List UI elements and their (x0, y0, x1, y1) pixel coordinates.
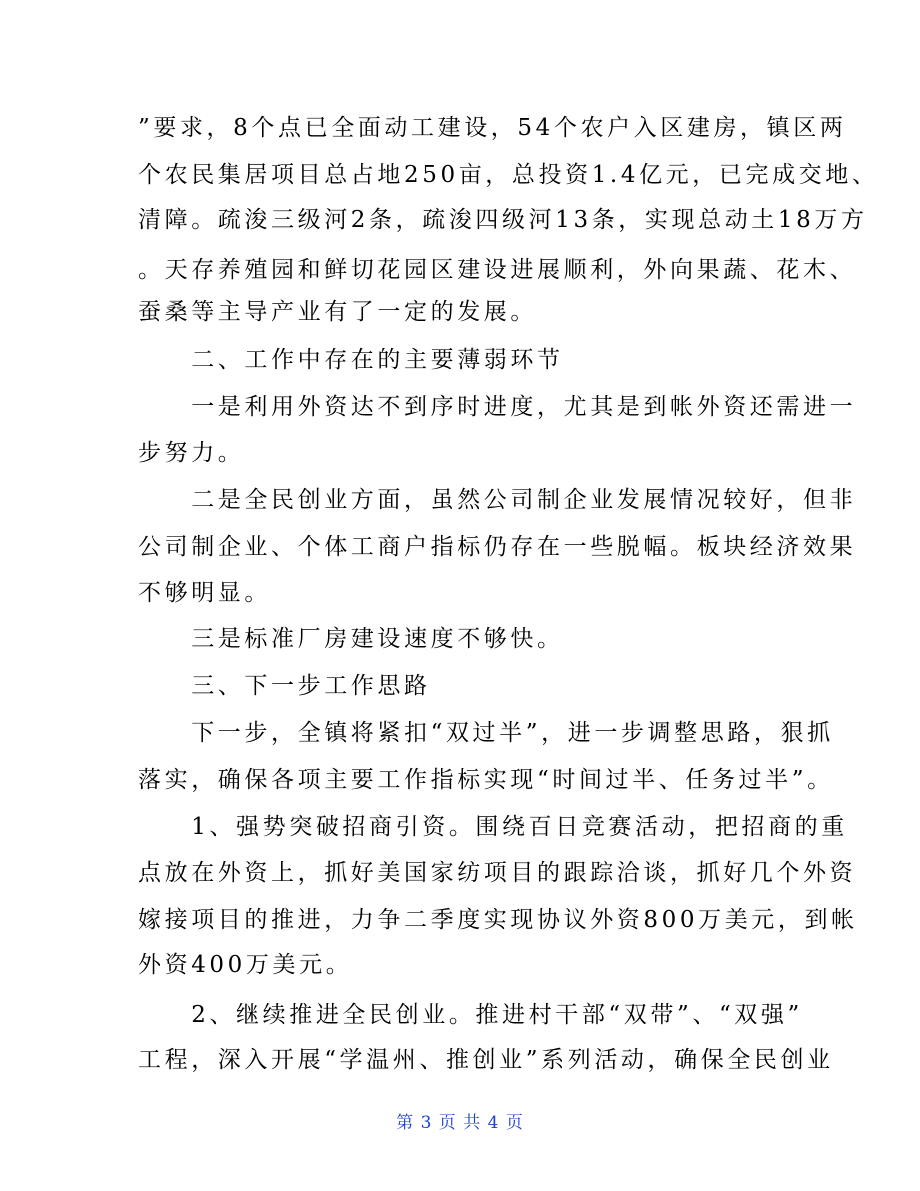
text-line: 点放在外资上，抓好美国家纺项目的跟踪洽谈，抓好几个外资 (138, 860, 857, 886)
text-line: 一是利用外资达不到序时进度，尤其是到帐外资还需进一 (138, 394, 857, 420)
text-line: 蚕桑等主导产业有了一定的发展。 (138, 299, 537, 325)
text-line: 不够明显。 (138, 580, 271, 606)
section-heading: 三、下一步工作思路 (138, 673, 431, 699)
text-line: 1、强势突破招商引资。围绕百日竞赛活动，把招商的重 (138, 814, 848, 840)
section-heading: 二、工作中存在的主要薄弱环节 (138, 347, 564, 373)
text-line: 步努力。 (138, 440, 245, 466)
text-line: 个农民集居项目总占地250亩，总投资1.4亿元，已完成交地、 (138, 162, 879, 188)
text-line: 下一步，全镇将紧扣“双过半”，进一步调整思路，狠抓 (138, 720, 834, 746)
text-line: 2、继续推进全民创业。推进村干部“双带”、“双强” (138, 1002, 803, 1028)
text-line: 三是标准厂房建设速度不够快。 (138, 626, 564, 652)
text-line: 外资400万美元。 (138, 952, 353, 978)
page-number-footer: 第 3 页 共 4 页 (396, 1113, 524, 1133)
text-line: 清障。疏浚三级河2条，疏浚四级河13条，实现总动土18万方 (138, 207, 868, 233)
text-line: 。天存养殖园和鲜切花园区建设进展顺利，外向果蔬、花木、 (138, 257, 857, 283)
text-line: 落实，确保各项主要工作指标实现“时间过半、任务过半”。 (138, 767, 834, 793)
text-line: 嫁接项目的推进，力争二季度实现协议外资800万美元，到帐 (138, 907, 858, 933)
text-line: 工程，深入开展“学温州、推创业”系列活动，确保全民创业 (138, 1047, 834, 1073)
text-line: ”要求，8个点已全面动工建设，54个农户入区建房，镇区两 (138, 115, 847, 141)
text-line: 二是全民创业方面，虽然公司制企业发展情况较好，但非 (138, 487, 857, 513)
text-line: 公司制企业、个体工商户指标仍存在一些脱幅。板块经济效果 (138, 534, 857, 560)
